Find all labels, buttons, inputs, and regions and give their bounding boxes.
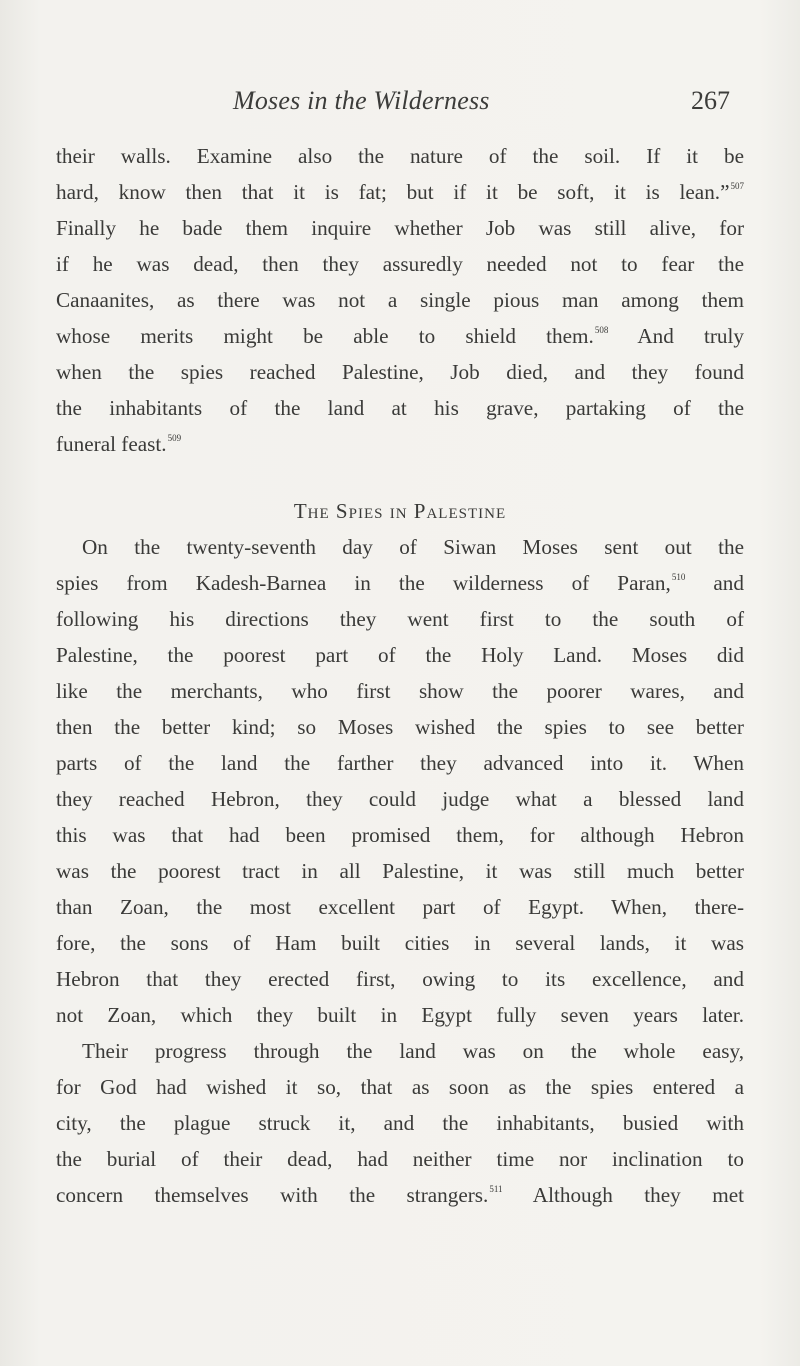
text-line: then the better kind; so Moses wished the spies to see better (56, 715, 744, 739)
text-line: Their progress through the land was on the whole easy, (82, 1039, 744, 1063)
text-line: Canaanites, as there was not a single pious man among them (56, 288, 744, 312)
text-line: funeral feast.$^{509}$ (56, 432, 182, 456)
text-line: not Zoan, which they built in Egypt fully seven years later. (56, 1003, 744, 1027)
text-line: fore, the sons of Ham built cities in several lands, it was (56, 931, 744, 955)
text-line: following his directions they went first to the south of (56, 607, 744, 631)
text-line: was the poorest tract in all Palestine, it was still much better (56, 859, 744, 883)
text-line: Palestine, the poorest part of the Holy Land. Moses did (56, 643, 744, 667)
text-line: whose merits might be able to shield them.$^{508}$ And truly (56, 324, 744, 348)
footnote-ref: 507 (730, 181, 744, 191)
text-line: their walls. Examine also the nature of the soil. If it be (56, 144, 744, 168)
text-line: On the twenty-seventh day of Siwan Moses sent out the (82, 535, 744, 559)
text-line: like the merchants, who first show the poorer wares, and (56, 679, 744, 703)
text-line: the inhabitants of the land at his grave, partaking of the (56, 396, 744, 420)
footnote-ref: 511 (489, 1184, 503, 1194)
text-line: than Zoan, the most excellent part of Egypt. When, there- (56, 895, 744, 919)
body-text (56, 138, 744, 1213)
running-head-title: Moses in the Wilderness (233, 86, 490, 115)
text-line: if he was dead, then they assuredly needed not to fear the (56, 252, 744, 276)
paragraph-2 (56, 529, 744, 1033)
footnote-ref: 510 (671, 572, 686, 582)
text-line: Hebron that they erected first, owing to its excellence, and (56, 967, 744, 991)
text-line: this was that had been promised them, for although Hebron (56, 823, 744, 847)
text-line: they reached Hebron, they could judge what a blessed land (56, 787, 744, 811)
text-line: concern themselves with the strangers.$^{511}$ Although they met (56, 1183, 744, 1207)
text-line: spies from Kadesh-Barnea in the wilderness of Paran,$^{510}$ and (56, 571, 744, 595)
text-line: for God had wished it so, that as soon as the spies entered a (56, 1075, 744, 1099)
text-line: when the spies reached Palestine, Job died, and they found (56, 360, 744, 384)
footnote-ref: 509 (167, 433, 182, 443)
text-line: the burial of their dead, had neither time nor inclination to (56, 1147, 744, 1171)
paragraph-3 (56, 1033, 744, 1213)
footnote-ref: 508 (594, 325, 609, 335)
page-number: 267 (691, 86, 730, 115)
section-heading: The Spies in Palestine (293, 499, 507, 523)
text-line: hard, know then that it is fat; but if it be soft, it is lean.”$^{507}$ (56, 180, 744, 204)
text-line: city, the plague struck it, and the inhabitants, busied with (56, 1111, 744, 1135)
text-line: parts of the land the farther they advanced into it. When (56, 751, 744, 775)
text-line: Finally he bade them inquire whether Job was still alive, for (56, 216, 744, 240)
paragraph-1 (56, 138, 744, 462)
